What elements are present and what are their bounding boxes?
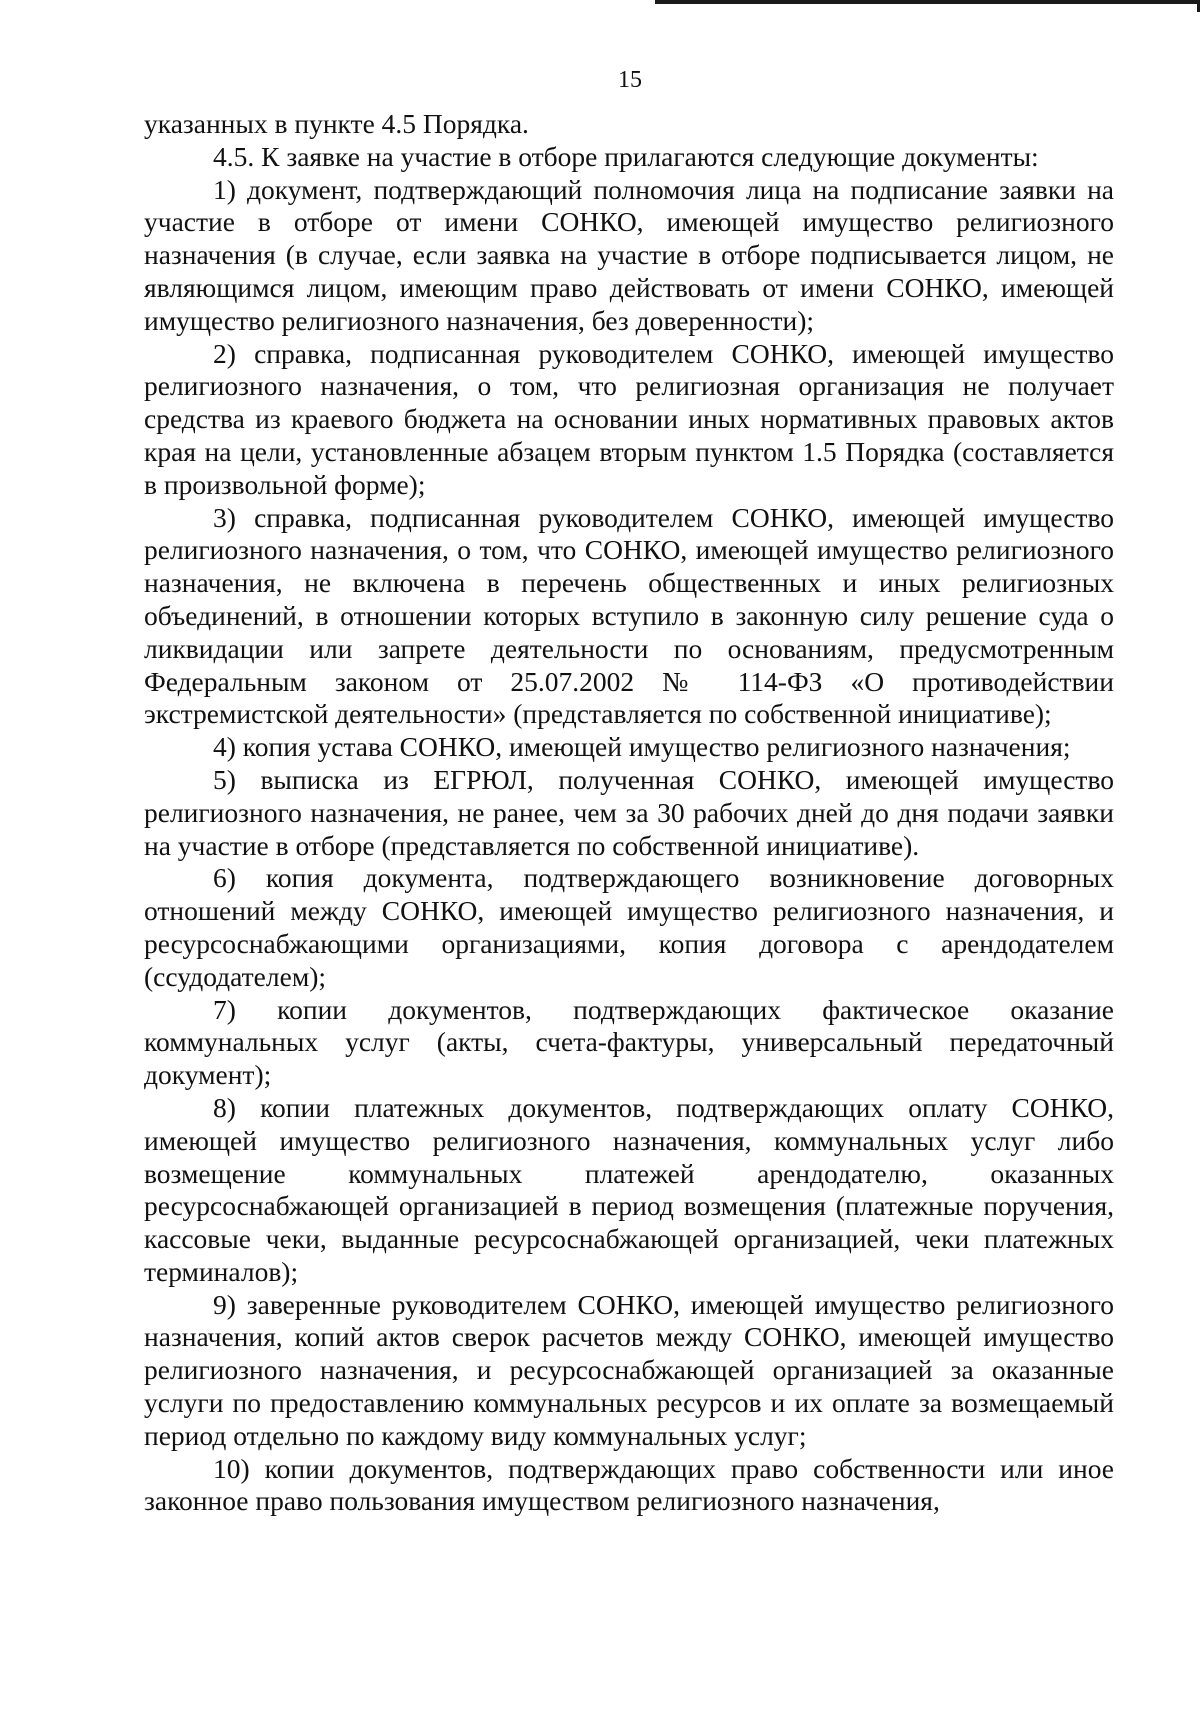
paragraph-section-4-5-heading: 4.5. К заявке на участие в отборе прилагаются следующие документы: (213, 140, 1039, 172)
page-number: 15 (618, 67, 642, 93)
top-scan-border (655, 0, 1200, 4)
paragraph-item-2: 2) справка, подписанная руководителем СОНКО, имеющей имущество религиозного назначения, о том, что религиозная организация не получает средства из краевого бюджета на основании иных нормативных правовых актов края на цели, установленные абзацем вторым пунктом 1.5 Порядка (составляется в произвольной форме); (144, 337, 1114, 500)
paragraph-item-3: 3) справка, подписанная руководителем СОНКО, имеющей имущество религиозного назначения, о том, что СОНКО, имеющей имущество религиозного назначения, не включена в перечень общественных и иных религиозных объединений, в отношении которых вступило в законную силу решение суда о ликвидации или запрете деятельности по основаниям, предусмотренным Федеральным законом от 25.07.2002 № 114-ФЗ «О противодействии экстремистской деятельности» (представляется по собственной инициативе); (144, 501, 1114, 730)
paragraph-item-6: 6) копия документа, подтверждающего возникновение договорных отношений между СОНКО, имеющей имущество религиозного назначения, и ресурсоснабжающими организациями, копия договора с арендодателем (ссудодателем); (144, 862, 1114, 992)
paragraph-item-10: 10) копии документов, подтверждающих право собственности или иное законное право пользования имуществом религиозного назначения, (144, 1452, 1114, 1517)
document-body (144, 108, 1114, 1518)
paragraph-item-9: 9) заверенные руководителем СОНКО, имеющей имущество религиозного назначения, копий актов сверок расчетов между СОНКО, имеющей имущество религиозного назначения, и ресурсоснабжающей организацией за оказанные услуги по предоставлению коммунальных ресурсов и их оплате за возмещаемый период отдельно по каждому виду коммунальных услуг; (144, 1288, 1114, 1451)
paragraph-item-7: 7) копии документов, подтверждающих фактическое оказание коммунальных услуг (акты, счета-фактуры, универсальный передаточный документ); (144, 993, 1114, 1091)
paragraph-continuation: указанных в пункте 4.5 Порядка. (144, 108, 529, 139)
paragraph-item-8: 8) копии платежных документов, подтверждающих оплату СОНКО, имеющей имущество религиозного назначения, коммунальных услуг либо возмещение коммунальных платежей арендодателю, оказанных ресурсоснабжающей организацией в период возмещения (платежные поручения, кассовые чеки, выданные ресурсоснабжающей организацией, чеки платежных терминалов); (144, 1091, 1114, 1287)
paragraph-item-5: 5) выписка из ЕГРЮЛ, полученная СОНКО, имеющей имущество религиозного назначения, не ранее, чем за 30 рабочих дней до дня подачи заявки на участие в отборе (представляется по собственной инициативе). (144, 763, 1114, 861)
paragraph-item-4: 4) копия устава СОНКО, имеющей имущество религиозного назначения; (213, 731, 1071, 763)
paragraph-item-1: 1) документ, подтверждающий полномочия лица на подписание заявки на участие в отборе от имени СОНКО, имеющей имущество религиозного назначения (в случае, если заявка на участие в отборе подписывается лицом, не являющимся лицом, имеющим право действовать от имени СОНКО, имеющей имущество религиозного назначения, без доверенности); (144, 173, 1114, 336)
